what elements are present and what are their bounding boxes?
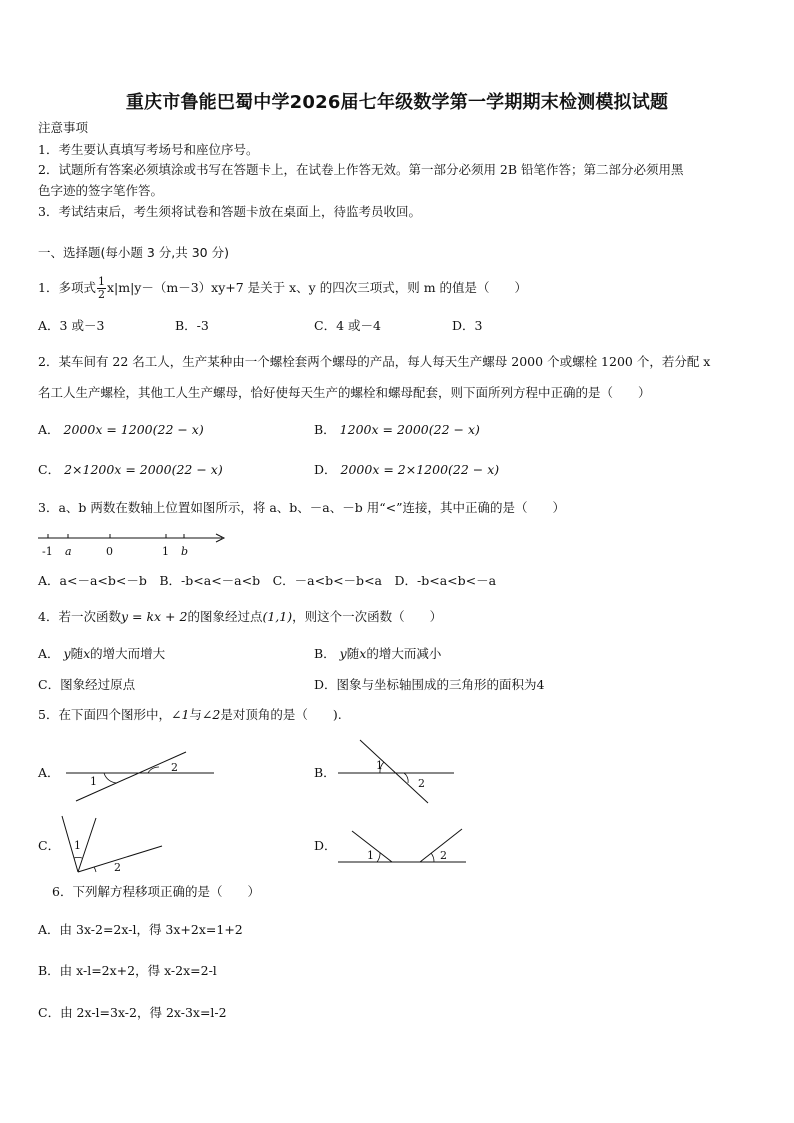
q4-point: (1,1) (262, 609, 293, 624)
question-2-line-2: 名工人生产螺栓，其他工人生产螺母，恰好使每天生产的螺栓和螺母配套，则下面所列方程中正确的是（ ） (38, 385, 651, 400)
q1-rest: x|m|y－（m－3）xy+7 是关于 x、y 的四次三项式，则 m 的值是（ ） (106, 280, 528, 295)
notice-heading: 注意事项 (38, 120, 89, 135)
q4-prefix: 4．若一次函数 (38, 609, 121, 624)
figure-b-angle-2: 2 (418, 777, 425, 790)
page-title: 重庆市鲁能巴蜀中学2026届七年级数学第一学期期末检测模拟试题 (125, 92, 669, 113)
q4-option-b-text2: 的增大而减小 (366, 646, 442, 661)
q5-option-c-label: C． (38, 838, 61, 853)
notice-item-1: 1．考生要认真填写考场号和座位序号。 (38, 142, 259, 157)
q5-option-d-label: D． (314, 838, 337, 853)
q3-options: A．a<－a<b<－b B．-b<a<－a<b C．－a<b<－b<a D．-b<a<b<－a (38, 573, 497, 588)
section-choice-heading: 一、选择题(每小题 3 分,共 30 分) (38, 245, 229, 260)
q1-option-b: B．-3 (175, 318, 209, 333)
q5-angle-1: ∠1 (170, 707, 190, 722)
q5-option-b-label: B． (314, 765, 336, 780)
q4-option-a-var-y: y (63, 646, 71, 661)
q2-option-c-equation: 2×1200x = 2000(22 − x) (64, 462, 223, 477)
q4-suffix: ，则这个一次函数（ ） (292, 609, 443, 624)
q2-option-a-equation: 2000x = 1200(22 − x) (63, 422, 204, 437)
question-2-line-1: 2．某车间有 22 名工人，生产某种由一个螺栓套两个螺母的产品，每人每天生产螺母 2000 个或螺栓 1200 个，若分配 x (38, 354, 711, 369)
q5-prefix: 5．在下面四个图形中， (38, 707, 171, 722)
figure-a-angle-1: 1 (90, 775, 97, 788)
q4-option-a-label: A． (38, 646, 60, 661)
figure-c-angle-1: 1 (74, 839, 81, 852)
q5-mid: 与 (189, 707, 202, 722)
q1-option-c: C．4 或－4 (314, 318, 381, 333)
q1-frac-den: 2 (97, 288, 105, 301)
q2-option-d-equation: 2000x = 2×1200(22 − x) (340, 462, 500, 477)
question-3-stem: 3．a、b 两数在数轴上位置如图所示，将 a、b、－a、－b 用“<”连接，其中正确的是（ ） (38, 500, 565, 515)
q4-option-b-var-x: x (359, 646, 367, 661)
figure-c (62, 816, 162, 874)
notice-item-3: 3．考试结束后，考生须将试卷和答题卡放在桌面上，待监考员收回。 (38, 204, 421, 219)
q1-frac-num: 1 (97, 275, 105, 288)
q4-option-d-text: 图象与坐标轴围成的三角形的面积为4 (336, 677, 545, 692)
q5-angle-2: ∠2 (201, 707, 221, 722)
q4-option-c-text: 图象经过原点 (60, 677, 136, 692)
q4-option-b-label: B． (314, 646, 336, 661)
q5-suffix: 是对顶角的是（ ). (220, 707, 342, 722)
axis-label-minus-1: -1 (42, 545, 53, 558)
q2-option-a-label: A． (38, 422, 60, 437)
axis-label-0: 0 (106, 545, 113, 558)
q4-option-a-text1: 随 (70, 646, 84, 661)
figure-d-angle-2: 2 (440, 849, 447, 862)
q4-option-a-var-x: x (83, 646, 91, 661)
q1-option-d: D．3 (452, 318, 483, 333)
q4-option-d-label: D． (314, 677, 337, 692)
figure-d (338, 829, 466, 862)
q1-option-a: A．3 或－3 (38, 318, 105, 333)
q6-option-a: A．由 3x-2=2x-l，得 3x+2x=1+2 (38, 922, 243, 937)
q4-option-c-label: C． (38, 677, 61, 692)
figure-a-angle-2: 2 (171, 761, 178, 774)
figure-b-angle-1: 1 (376, 759, 383, 772)
axis-label-a: a (65, 545, 72, 558)
notice-item-2: 2．试题所有答案必须填涂或书写在答题卡上，在试卷上作答无效。第一部分必须用 2B 铅笔作答；第二部分必须用黑 (38, 162, 684, 177)
q1-prefix: 1．多项式 (38, 280, 96, 295)
axis-label-b: b (181, 545, 189, 558)
figure-a (66, 752, 214, 801)
q4-option-b-var-y: y (339, 646, 347, 661)
figure-d-angle-1: 1 (367, 849, 374, 862)
q6-option-c: C．由 2x-l=3x-2，得 2x-3x=l-2 (38, 1005, 227, 1020)
q4-function: y = kx + 2 (120, 609, 188, 624)
q4-mid: 的图象经过点 (187, 609, 263, 624)
q2-option-d-label: D． (314, 462, 337, 477)
q2-option-b-label: B． (314, 422, 336, 437)
q4-option-b-text1: 随 (346, 646, 360, 661)
question-6-stem: 6．下列解方程移项正确的是（ ） (52, 884, 260, 899)
q6-option-b: B．由 x-l=2x+2，得 x-2x=2-l (38, 963, 217, 978)
axis-label-1: 1 (162, 545, 169, 558)
figure-b (338, 740, 454, 803)
q4-option-a-text2: 的增大而增大 (90, 646, 166, 661)
q2-option-c-label: C． (38, 462, 61, 477)
q5-option-a-label: A． (38, 765, 60, 780)
figure-c-angle-2: 2 (114, 861, 121, 874)
notice-item-2-cont: 色字迹的签字笔作答。 (38, 183, 164, 198)
q2-option-b-equation: 1200x = 2000(22 − x) (339, 422, 480, 437)
